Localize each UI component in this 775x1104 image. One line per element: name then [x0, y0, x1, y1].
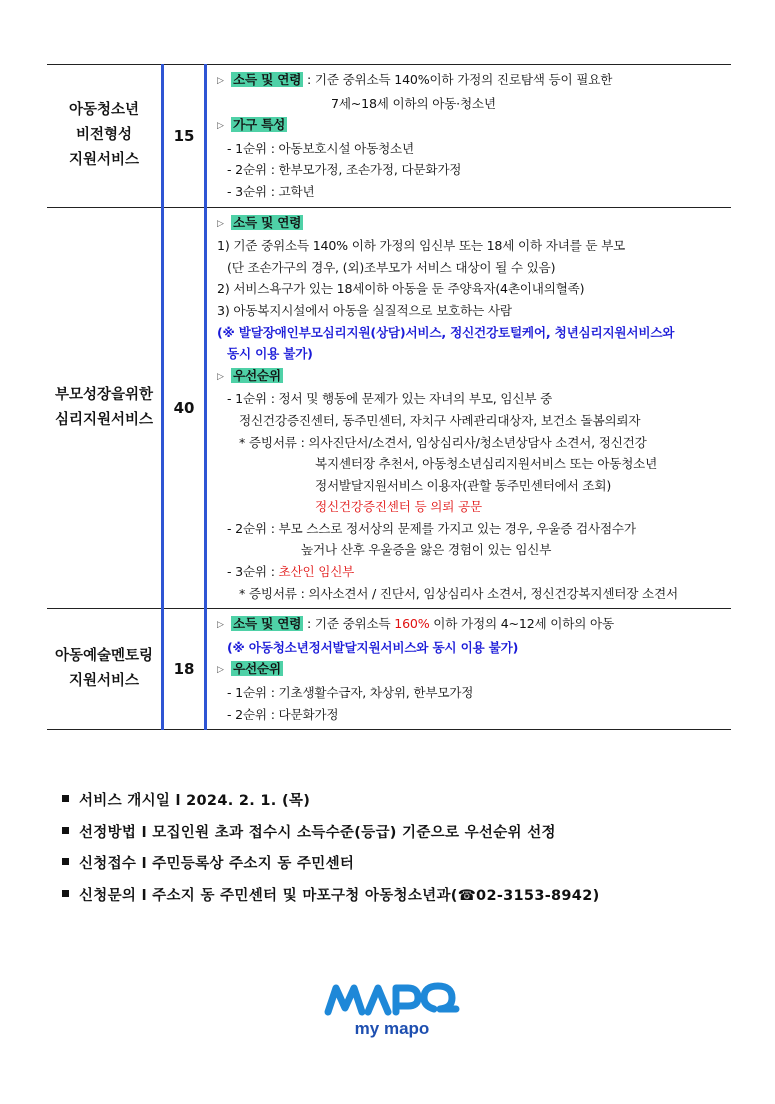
list-item — [62, 786, 600, 818]
criteria-highlight: 160% — [394, 616, 430, 632]
criteria-line: 2) 서비스욕구가 있는 18세이하 아동을 둔 주양육자(4촌이내의혈족) — [217, 281, 585, 297]
triangle-bullet-icon: ▷ — [217, 121, 224, 132]
square-bullet-icon — [62, 858, 69, 865]
info-list — [62, 786, 600, 912]
evidence-line: 복지센터장 추천서, 아동청소년심리지원서비스 또는 아동청소년 — [315, 456, 658, 472]
logo-text: my mapo — [354, 1019, 430, 1038]
square-bullet-icon — [62, 827, 69, 834]
service-name-line: 심리지원서비스 — [54, 411, 154, 428]
triangle-bullet-icon: ▷ — [217, 218, 224, 229]
info-text: 신청접수 l 주민등록상 주소지 동 주민센터 — [79, 856, 355, 872]
priority-line: - 1순위 : 정서 및 행동에 문제가 있는 자녀의 부모, 임신부 중 — [227, 391, 553, 407]
notice-line: (※ 발달장애인부모심리지원(상담)서비스, 정신건강토털케어, 청년심리지원서비스와 — [217, 324, 675, 340]
triangle-bullet-icon: ▷ — [217, 76, 224, 86]
eligibility-detail — [206, 65, 732, 208]
list-item — [62, 849, 600, 881]
criteria-line — [217, 658, 731, 682]
recruit-count: 18 — [163, 609, 206, 730]
info-text: 서비스 개시일 l 2024. 2. 1. (목) — [79, 793, 311, 809]
triangle-bullet-icon: ▷ — [217, 371, 224, 382]
service-name-line: 지원서비스 — [68, 673, 140, 690]
criteria-line: (단 조손가구의 경우, (외)조부모가 서비스 대상이 될 수 있음) — [227, 259, 556, 275]
criteria-line — [217, 365, 731, 389]
service-name-cell — [47, 65, 163, 208]
criteria-label: 소득 및 연령 — [233, 72, 302, 87]
priority-line: 높거나 산후 우울증을 앓은 경험이 있는 임신부 — [301, 542, 552, 558]
triangle-bullet-icon: ▷ — [217, 665, 224, 676]
criteria-label: 소득 및 연령 — [233, 214, 302, 230]
recruit-count: 40 — [163, 207, 206, 609]
list-item — [62, 881, 600, 913]
eligibility-detail — [206, 207, 732, 609]
info-text: 선정방법 l 모집인원 초과 접수시 소득수준(등급) 기준으로 우선순위 선정 — [79, 824, 556, 841]
criteria-line — [217, 114, 731, 138]
table-row — [47, 207, 731, 609]
criteria-line — [217, 69, 731, 93]
triangle-bullet-icon: ▷ — [217, 620, 224, 631]
criteria-line — [217, 613, 731, 637]
service-name-line: 비전형성 — [75, 127, 133, 144]
square-bullet-icon — [62, 795, 69, 802]
list-item — [62, 818, 600, 850]
table-row — [47, 609, 731, 730]
criteria-line: 3) 아동복지시설에서 아동을 실질적으로 보호하는 사람 — [217, 302, 512, 318]
priority-line: - 2순위 : 한부모가정, 조손가정, 다문화가정 — [227, 162, 462, 178]
notice-line: (※ 아동청소년정서발달지원서비스와 동시 이용 불가) — [227, 639, 519, 655]
criteria-text: : 기준 중위소득 — [303, 616, 395, 632]
service-name-cell — [47, 609, 163, 730]
criteria-label: 소득 및 연령 — [233, 616, 302, 632]
priority-line: 정신건강증진센터, 동주민센터, 자치구 사례관리대상자, 보건소 돌봄의뢰자 — [239, 412, 641, 428]
criteria-text: 이하 가정의 4~12세 이하의 아동 — [429, 616, 614, 632]
priority-line: - 3순위 : 고학년 — [227, 183, 315, 199]
priority-text: - 3순위 : — [227, 564, 279, 580]
criteria-label: 우선순위 — [233, 661, 281, 677]
priority-line — [217, 561, 731, 583]
table-row — [47, 65, 731, 208]
services-table — [47, 64, 731, 730]
service-name-line: 아동예술멘토링 — [54, 648, 154, 665]
recruit-count: 15 — [163, 65, 206, 208]
criteria-line: 7세~18세 이하의 아동·청소년 — [331, 95, 496, 111]
evidence-line: 정서발달지원서비스 이용자(관할 동주민센터에서 조회) — [315, 477, 612, 493]
eligibility-detail — [206, 609, 732, 730]
square-bullet-icon — [62, 890, 69, 897]
priority-line: - 2순위 : 다문화가정 — [227, 706, 339, 722]
service-name-line: 부모성장을위한 — [54, 386, 154, 403]
service-name-line: 아동청소년 — [68, 102, 140, 119]
mapo-logo-mark — [328, 986, 456, 1012]
priority-line: - 2순위 : 부모 스스로 정서상의 문제를 가지고 있는 경우, 우울증 검사점수가 — [227, 520, 636, 536]
evidence-line: 정신건강증진센터 등 의뢰 공문 — [315, 499, 482, 515]
service-name-cell — [47, 207, 163, 609]
priority-line: - 1순위 : 기초생활수급자, 차상위, 한부모가정 — [227, 685, 474, 701]
evidence-line: * 증빙서류 : 의사소견서 / 진단서, 임상심리사 소견서, 정신건강복지센터장 소견서 — [239, 585, 678, 601]
criteria-label: 가구 특성 — [233, 117, 286, 133]
mapo-logo — [322, 978, 462, 1040]
criteria-label: 우선순위 — [233, 367, 281, 383]
priority-line: - 1순위 : 아동보호시설 아동청소년 — [227, 140, 414, 156]
criteria-line — [217, 212, 731, 236]
priority-highlight: 초산인 임신부 — [278, 564, 355, 580]
evidence-line: * 증빙서류 : 의사진단서/소견서, 임상심리사/청소년상담사 소견서, 정신건강 — [239, 434, 647, 450]
service-name-line: 지원서비스 — [68, 152, 140, 169]
info-text: 신청문의 l 주소지 동 주민센터 및 마포구청 아동청소년과(☎02-3153-8942) — [79, 887, 600, 904]
criteria-text: : 기준 중위소득 140%이하 가정의 진로탐색 등이 필요한 — [303, 72, 613, 87]
criteria-line: 1) 기준 중위소득 140% 이하 가정의 임신부 또는 18세 이하 자녀를 둔 부모 — [217, 238, 626, 254]
notice-line: 동시 이용 불가) — [227, 346, 313, 362]
